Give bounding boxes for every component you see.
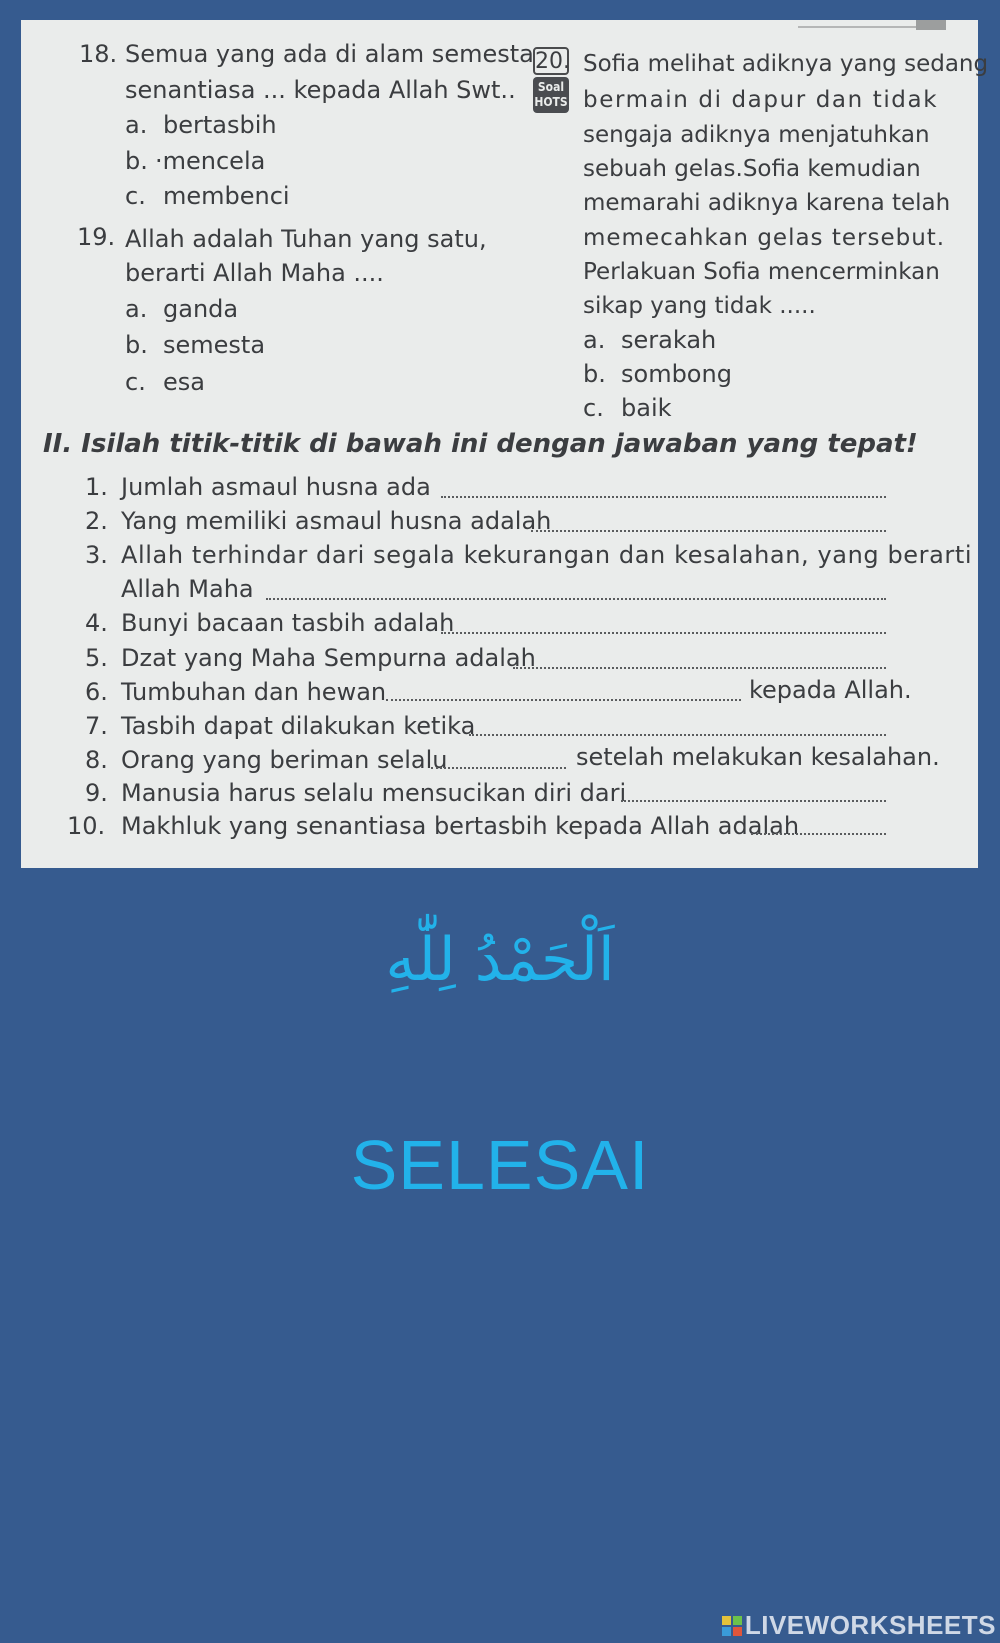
question-18-option-c: membenci [163,182,290,210]
option-letter: c. [583,394,604,422]
option-letter: b. [583,360,606,388]
item-number: 1. [85,473,108,501]
answer-blank-8[interactable] [431,765,566,769]
question-18-text: senantiasa ... kepada Allah Swt.. [125,76,516,104]
question-19-option-a: ganda [163,295,239,323]
fill-item-4-text: Bunyi bacaan tasbih adalah [121,609,455,637]
fill-item-9-text: Manusia harus selalu mensucikan diri dari [121,779,627,807]
fill-item-2-text: Yang memiliki asmaul husna adalah [121,507,552,535]
fill-item-6-text: Tumbuhan dan hewan [121,678,387,706]
fill-item-6-suffix: kepada Allah. [749,676,912,704]
answer-blank-7[interactable] [469,732,886,736]
question-19-text: Allah adalah Tuhan yang satu, [125,225,487,253]
answer-blank-9[interactable] [621,798,886,802]
answer-blank-2[interactable] [531,528,886,532]
item-number: 7. [85,712,108,740]
question-20-option-b: sombong [621,360,732,388]
option-letter: a. [125,111,148,139]
item-number: 10. [67,812,106,840]
question-18-option-a: bertasbih [163,111,277,139]
question-19-option-b: semesta [163,331,266,359]
question-18-text: Semua yang ada di alam semesta [125,40,534,68]
option-letter: c. [125,368,146,396]
item-number: 3. [85,541,108,569]
item-number: 6. [85,678,108,706]
liveworksheets-brand[interactable] [722,1610,996,1641]
question-20-option-c: baik [621,394,672,422]
fill-item-8-text: Orang yang beriman selalu [121,746,448,774]
fill-item-3-text: Allah terhindar dari segala kekurangan dan kesalahan, yang berarti [121,541,973,569]
liveworksheets-logo-icon [722,1616,742,1636]
hots-badge-top: Soal [537,80,565,94]
question-20-option-a: serakah [621,326,717,354]
brand-name: LIVEWORKSHEETS [744,1610,996,1640]
question-19-option-c: esa [163,368,205,396]
item-number: 5. [85,644,108,672]
option-letter: c. [125,182,146,210]
alhamdulillah-text: اَلْحَمْدُ لِلّٰهِ [385,925,615,995]
question-20-text: Sofia melihat adiknya yang sedang [583,51,989,77]
logo-square [722,1627,731,1636]
option-letter: b. [125,147,148,175]
option-letter: b. [125,331,148,359]
answer-blank-3[interactable] [266,596,886,600]
answer-blank-5[interactable] [513,665,886,669]
question-20-number: 20. [535,49,570,74]
worksheet-photo [21,20,989,868]
fill-item-3-text-continued: Allah Maha [121,575,254,603]
answer-blank-6[interactable] [386,697,741,701]
question-20-text: sengaja adiknya menjatuhkan [583,122,930,148]
fill-item-7-text: Tasbih dapat dilakukan ketika [121,712,476,740]
logo-square [722,1616,731,1625]
question-20-text: sebuah gelas.Sofia kemudian [583,156,921,182]
question-19-number: 19. [77,223,116,251]
hots-badge-bottom: HOTS [534,95,568,109]
option-letter: a. [125,295,148,323]
fill-item-5-text: Dzat yang Maha Sempurna adalah [121,644,536,672]
question-18-number: 18. [79,40,118,68]
item-number: 4. [85,609,108,637]
item-number: 9. [85,779,108,807]
question-18-option-b: ·mencela [155,147,266,175]
answer-blank-10[interactable] [751,831,886,835]
answer-blank-4[interactable] [441,630,886,634]
question-20-text: Perlakuan Sofia mencerminkan [583,259,940,285]
logo-square [733,1616,742,1625]
item-number: 8. [85,746,108,774]
logo-square [733,1627,742,1636]
divider [916,20,946,30]
fill-item-1-text: Jumlah asmaul husna ada [121,473,431,501]
item-number: 2. [85,507,108,535]
question-20-text: memecahkan gelas tersebut. [583,225,946,251]
section-2-heading: II. Isilah titik-titik di bawah ini dengan jawaban yang tepat! [43,429,918,459]
question-19-text: berarti Allah Maha .... [125,259,384,287]
option-letter: a. [583,326,606,354]
question-20-text: bermain di dapur dan tidak [583,87,939,113]
fill-item-10-text: Makhluk yang senantiasa bertasbih kepada Allah adalah [121,812,800,840]
answer-blank-1[interactable] [441,494,886,498]
fill-item-8-suffix: setelah melakukan kesalahan. [576,743,940,771]
question-20-text: sikap yang tidak ..... [583,293,816,319]
hots-badge [533,77,569,113]
selesai-title: SELESAI [350,1126,650,1204]
question-20-text: memarahi adiknya karena telah [583,190,951,216]
